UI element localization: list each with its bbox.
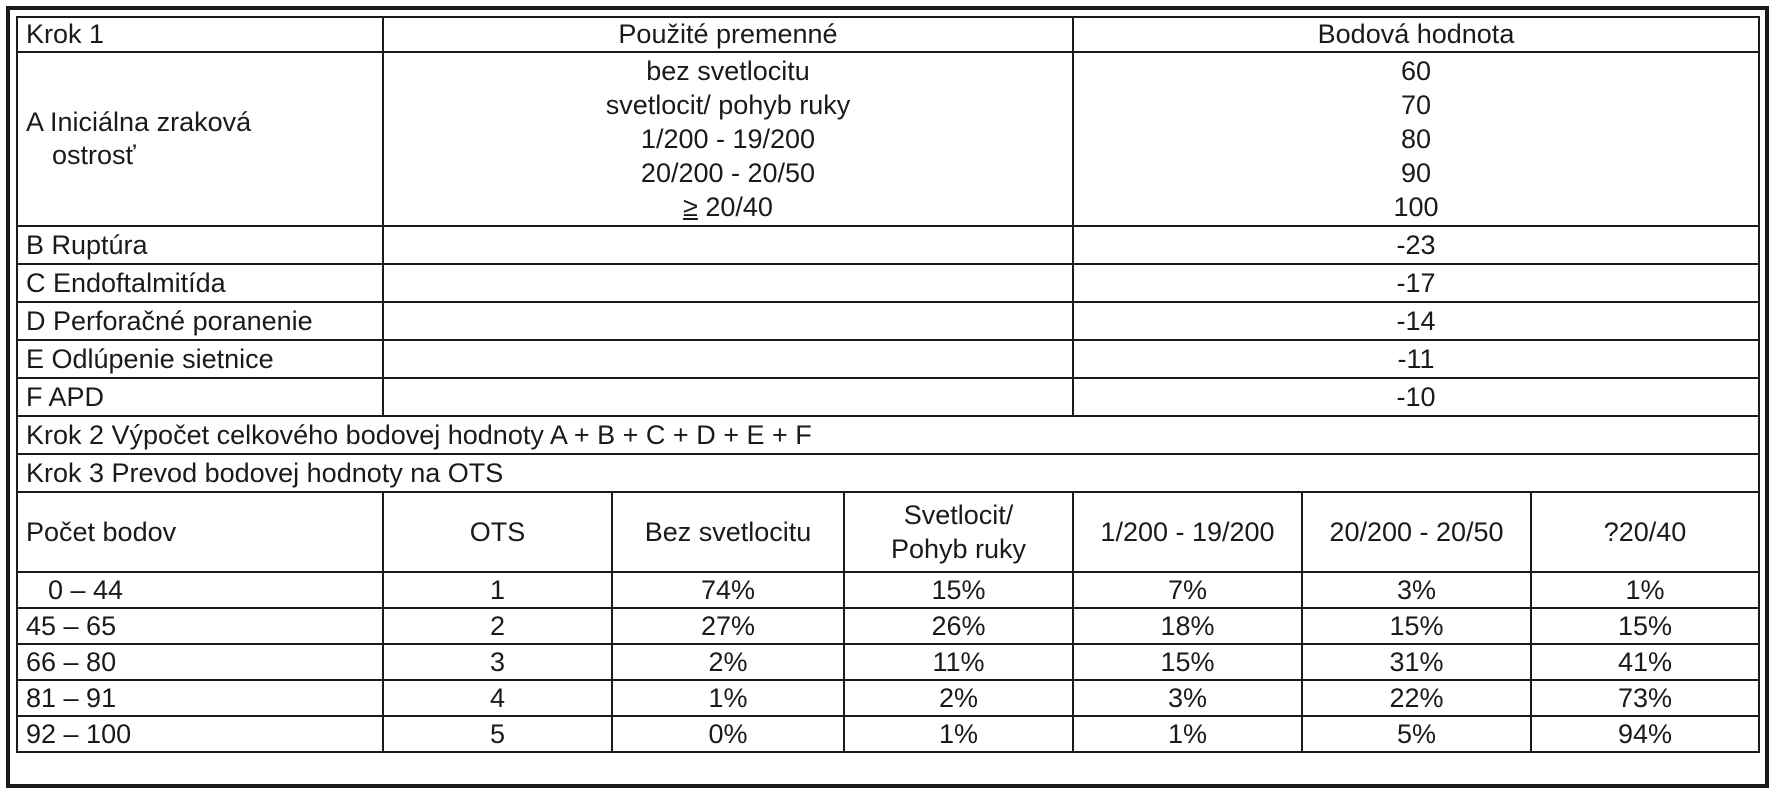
cell: 15%: [844, 572, 1073, 608]
step3-label: Krok 3 Prevod bodovej hodnoty na OTS: [17, 454, 1759, 492]
var-item: [392, 190, 1064, 224]
cell: 2%: [844, 680, 1073, 716]
row-a-label: [17, 52, 383, 226]
row-a-label-line1: A Iniciálna zraková: [26, 107, 252, 137]
table-row: [17, 644, 1759, 680]
cell: 15%: [1531, 608, 1759, 644]
cell: 3%: [1073, 680, 1302, 716]
cell: 81 – 91: [17, 680, 383, 716]
header-cell: 1/200 - 19/200: [1073, 492, 1302, 572]
cell: 1%: [1073, 716, 1302, 752]
empty-cell: [383, 302, 1073, 340]
empty-cell: [383, 378, 1073, 416]
cell: 11%: [844, 644, 1073, 680]
ots-table: [16, 16, 1760, 753]
cell: 1: [383, 572, 612, 608]
cell: 15%: [1073, 644, 1302, 680]
row-a-label-line2: ostrosť: [52, 140, 136, 170]
cell: 3: [383, 644, 612, 680]
var-item: 1/200 - 19/200: [640, 124, 816, 154]
row-points: -23: [1073, 226, 1759, 264]
cell: 4: [383, 680, 612, 716]
table-row: [17, 608, 1759, 644]
empty-cell: [383, 340, 1073, 378]
row-e: [17, 340, 1759, 378]
cell: 94%: [1531, 716, 1759, 752]
point-item: 80: [1400, 124, 1432, 154]
geq-symbol: ≥: [683, 192, 698, 222]
header-cell: OTS: [383, 492, 612, 572]
header-cell: Počet bodov: [17, 492, 383, 572]
cell: 3%: [1302, 572, 1531, 608]
cell: 45 – 65: [17, 608, 383, 644]
header-line: Pohyb ruky: [890, 534, 1027, 564]
point-item: 100: [1393, 192, 1439, 222]
row-f: [17, 378, 1759, 416]
cell: 15%: [1302, 608, 1531, 644]
cell: 2%: [612, 644, 844, 680]
row-points: -10: [1073, 378, 1759, 416]
var-item: svetlocit/ pohyb ruky: [605, 90, 851, 120]
row-c: [17, 264, 1759, 302]
table-row: [17, 680, 1759, 716]
cell: 1%: [844, 716, 1073, 752]
row-label: D Perforačné poranenie: [17, 302, 383, 340]
cell: 1%: [612, 680, 844, 716]
header-cell: Bez svetlocitu: [612, 492, 844, 572]
cell: 2: [383, 608, 612, 644]
cell: 7%: [1073, 572, 1302, 608]
var-item-value: 20/40: [697, 192, 773, 222]
row-points: -11: [1073, 340, 1759, 378]
var-item: bez svetlocitu: [646, 56, 810, 86]
cell: 22%: [1302, 680, 1531, 716]
row-a: [17, 52, 1759, 226]
header-cell: [844, 492, 1073, 572]
cell: 0%: [612, 716, 844, 752]
step2-row: [17, 416, 1759, 454]
points-header: Bodová hodnota: [1073, 17, 1759, 52]
empty-cell: [383, 226, 1073, 264]
cell: 92 – 100: [17, 716, 383, 752]
row-points: -17: [1073, 264, 1759, 302]
cell: 73%: [1531, 680, 1759, 716]
cell: 5%: [1302, 716, 1531, 752]
cell: 1%: [1531, 572, 1759, 608]
var-item: 20/200 - 20/50: [640, 158, 816, 188]
row-label: F APD: [17, 378, 383, 416]
step1-header-row: [17, 17, 1759, 52]
row-label: E Odlúpenie sietnice: [17, 340, 383, 378]
row-b: [17, 226, 1759, 264]
cell: 26%: [844, 608, 1073, 644]
row-label: C Endoftalmitída: [17, 264, 383, 302]
cell: 66 – 80: [17, 644, 383, 680]
step3-row: [17, 454, 1759, 492]
ots-header-row: [17, 492, 1759, 572]
header-cell: ?20/40: [1531, 492, 1759, 572]
row-a-vars: [383, 52, 1073, 226]
header-cell: 20/200 - 20/50: [1302, 492, 1531, 572]
point-item: 60: [1400, 56, 1432, 86]
table-row: [17, 716, 1759, 752]
row-a-points: [1073, 52, 1759, 226]
row-d: [17, 302, 1759, 340]
step1-label: Krok 1: [17, 17, 383, 52]
point-item: 90: [1400, 158, 1432, 188]
header-line: Svetlocit/: [903, 500, 1014, 530]
cell: 27%: [612, 608, 844, 644]
table-row: [17, 572, 1759, 608]
row-points: -14: [1073, 302, 1759, 340]
cell: 41%: [1531, 644, 1759, 680]
cell: 31%: [1302, 644, 1531, 680]
step2-label: Krok 2 Výpočet celkového bodovej hodnoty A + B + C + D + E + F: [17, 416, 1759, 454]
point-item: 70: [1400, 90, 1432, 120]
vars-header: Použité premenné: [383, 17, 1073, 52]
cell: 74%: [612, 572, 844, 608]
cell: 0 – 44: [17, 572, 383, 608]
row-label: B Ruptúra: [17, 226, 383, 264]
cell: 5: [383, 716, 612, 752]
empty-cell: [383, 264, 1073, 302]
cell: 18%: [1073, 608, 1302, 644]
